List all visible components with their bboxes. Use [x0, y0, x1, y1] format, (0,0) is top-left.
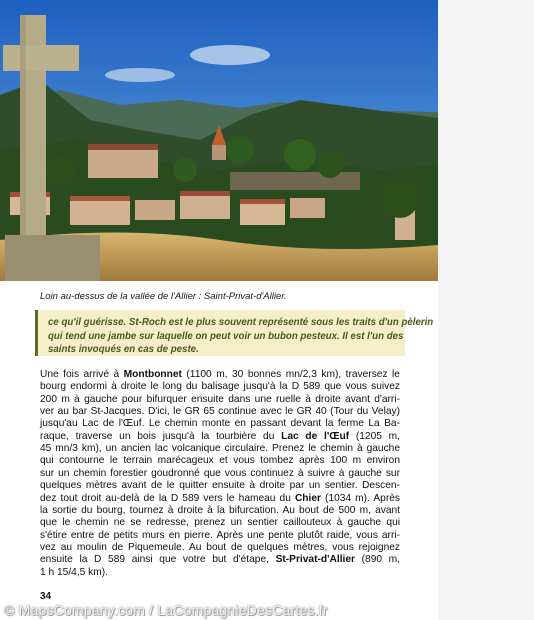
landscape-photo — [0, 0, 438, 281]
quote-line: saints invoqués en cas de peste. — [48, 344, 199, 355]
body-line — [40, 542, 400, 554]
body-line — [40, 567, 400, 579]
body-text-run: 45 mn/3 km), un ancien lac volcanique circulaire. Prenez le chemin à gauche — [40, 443, 400, 455]
copyright-watermark: © MapsCompany.com / LaCompagnieDesCartes.fr — [4, 602, 328, 618]
body-line — [40, 493, 400, 505]
body-text-run: (1205 m, — [349, 430, 400, 442]
body-text-run: (890 m, — [355, 554, 400, 566]
quote-accent-bar — [35, 310, 38, 356]
body-line — [40, 517, 400, 529]
body-text-run: ver au bar St-Jacques. D'ici, le GR 65 continue avec le GR 40 (Tour du Velay) — [40, 406, 400, 418]
place-name: Chier — [294, 492, 321, 504]
body-text-run: que le chemin ne se redresse, prenez un sentier caillouteux à gauche qui — [40, 517, 400, 529]
place-name: Montbonnet — [123, 369, 182, 380]
body-line — [40, 505, 400, 517]
body-text-run: s'étire entre de petits murs en pierre. Après une pente plutôt raide, vous arri- — [40, 529, 400, 541]
body-line — [40, 554, 400, 566]
quote-line: ce qu'il guérisse. St-Roch est le plus souvent représenté sous les traits d'un pèlerin — [48, 317, 434, 328]
body-text-run: raque, traverse un bois jusqu'à la tourbière du — [40, 430, 282, 442]
body-text-run: 1 h 15/4,5 km). — [40, 566, 108, 578]
body-line — [40, 431, 400, 443]
body-line — [40, 480, 400, 492]
body-text-run: la sortie du bourg, tournez à droite à la bifurcation. Au bout de 500 m, avant — [40, 504, 400, 516]
body-text-run: bourg endormi à droite le long du balisage jusqu'à la D 589 que vous suivez — [40, 381, 400, 393]
body-line — [40, 406, 400, 418]
body-text-run: Une fois arrivé à — [40, 369, 124, 380]
body-line — [40, 418, 400, 430]
page-number: 34 — [40, 591, 52, 602]
body-line — [40, 455, 400, 467]
body-text-run: quelques mètres avant de le quitter ensuite à droite par un sentier. Descen- — [40, 480, 400, 492]
body-line — [40, 468, 400, 480]
landscape-illustration — [0, 0, 438, 281]
body-line — [40, 443, 400, 455]
body-text-run: 200 m à gauche pour bifurquer ensuite dans une ruelle à droite avant d'arri- — [40, 393, 400, 405]
body-text-run: qui contourne le terrain marécageux et vous tombez après 100 m environ — [40, 455, 400, 467]
place-name: Lac de l'Œuf — [281, 430, 350, 442]
body-text-run: sur un chemin forestier goudronné que vous continuez à suivre à gauche sur — [40, 467, 400, 479]
body-text-run: dez tout droit au-delà de la D 589 vers le hameau du — [40, 492, 295, 504]
body-text-run: (1100 m, 30 bonnes mn/2,3 km), traversez le — [181, 369, 400, 380]
body-line — [40, 369, 400, 381]
photo-caption: Loin au-dessus de la vallée de l'Allier : Saint-Privat-d'Allier. — [40, 291, 287, 302]
body-text-run: vez au moulin de Piquemeule. Au bout de quelques mètres, vous rejoignez — [40, 541, 400, 553]
body-line — [40, 394, 400, 406]
body-text-run: (1034 m). Après — [320, 492, 400, 504]
body-text-run: ensuite la D 589 ainsi que votre but d'étape, — [40, 554, 276, 566]
body-line — [40, 381, 400, 393]
quote-line: qui tend une jambe sur laquelle on peut voir un bubon pesteux. Il est l'un des — [48, 330, 404, 342]
place-name: St-Privat-d'Allier — [275, 554, 355, 566]
page-margin — [438, 0, 534, 620]
body-text-run: jusqu'au Lac de l'Œuf. Le chemin monte en passant devant la ferme La Ba- — [40, 418, 400, 430]
body-line — [40, 530, 400, 542]
